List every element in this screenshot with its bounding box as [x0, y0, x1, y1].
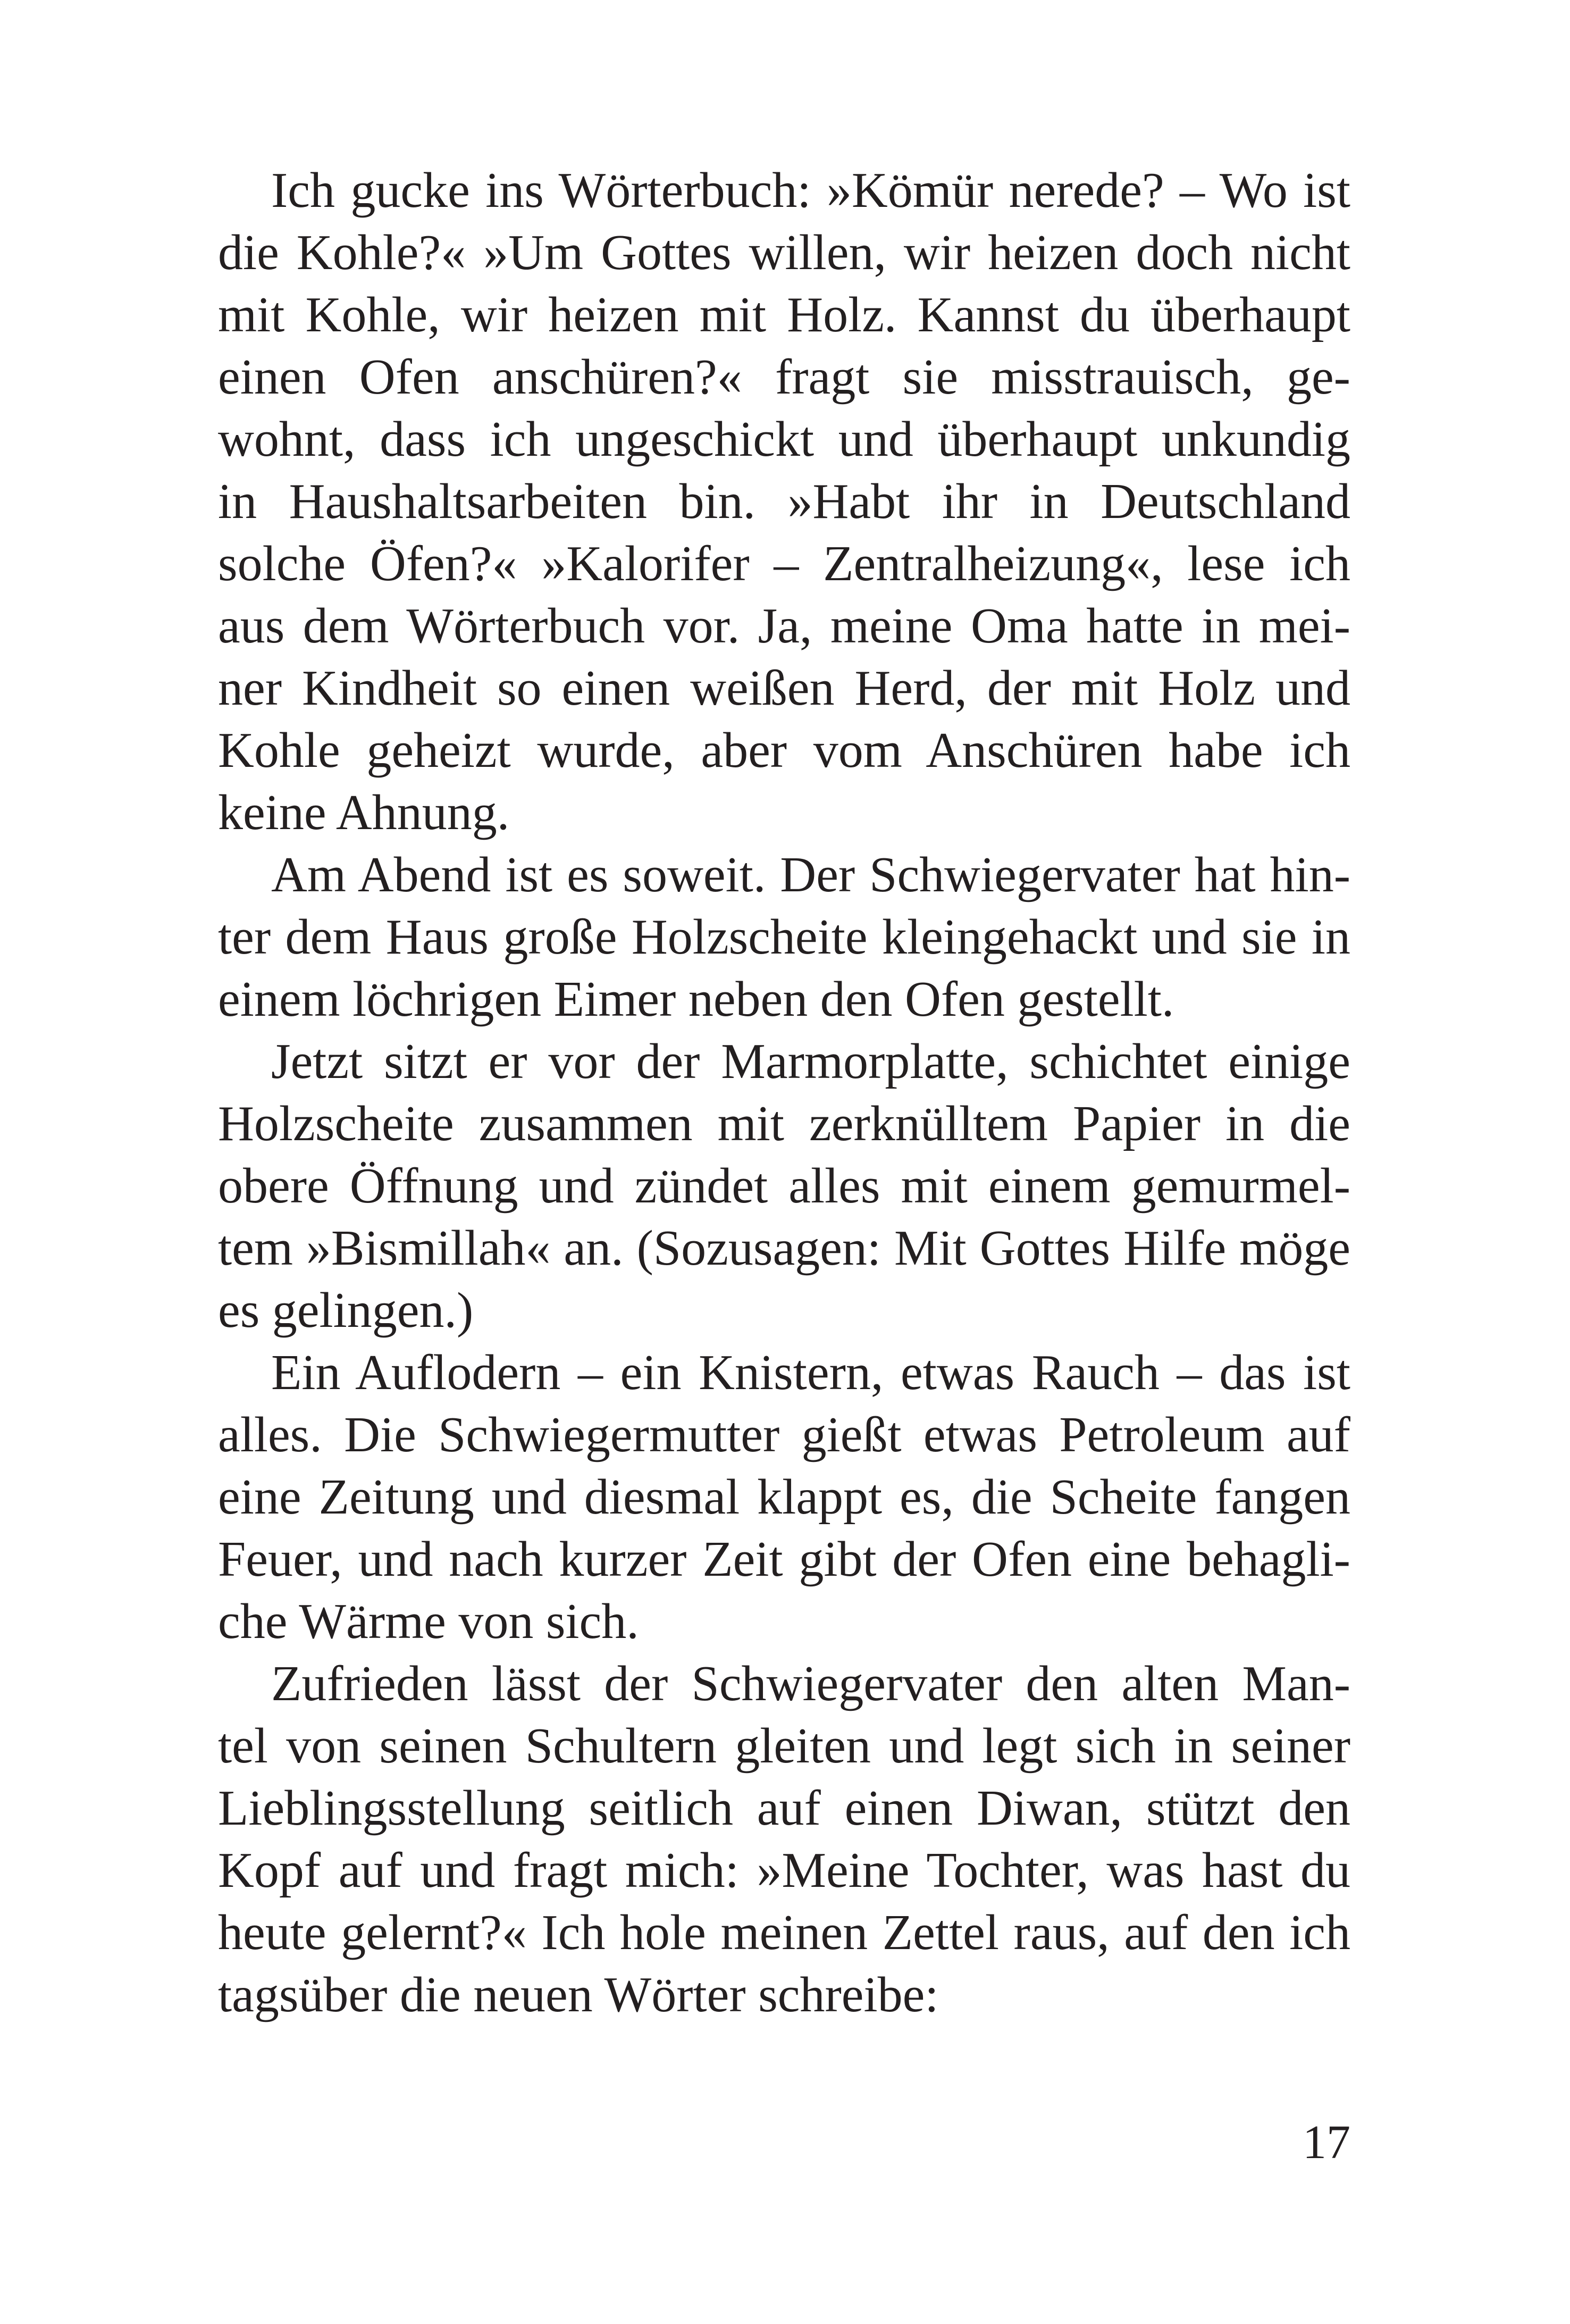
text-line: in Haushaltsarbeiten bin. »Habt ihr in Deutschland	[218, 474, 1350, 529]
text-line: Ein Auflodern – ein Knistern, etwas Rauch – das ist	[271, 1345, 1350, 1400]
text-line: es gelingen.)	[218, 1283, 474, 1338]
text-line: alles. Die Schwiegermutter gießt etwas Petroleum auf	[218, 1407, 1350, 1462]
text-line: obere Öffnung und zündet alles mit einem gemurmel-	[218, 1158, 1350, 1214]
text-line: Ich gucke ins Wörterbuch: »Kömür nerede? – Wo ist	[271, 163, 1350, 218]
text-line: Kopf auf und fragt mich: »Meine Tochter, was hast du	[218, 1843, 1350, 1898]
text-line: Holzscheite zusammen mit zerknülltem Papier in die	[218, 1096, 1350, 1151]
text-line: Jetzt sitzt er vor der Marmorplatte, schichtet einige	[271, 1034, 1350, 1089]
text-line: heute gelernt?« Ich hole meinen Zettel raus, auf den ich	[218, 1905, 1350, 1960]
text-line: Kohle geheizt wurde, aber vom Anschüren habe ich	[218, 723, 1350, 778]
text-line: che Wärme von sich.	[218, 1594, 639, 1649]
text-line: die Kohle?« »Um Gottes willen, wir heizen doch nicht	[218, 225, 1350, 280]
paragraph	[218, 1342, 1350, 1653]
text-line: tagsüber die neuen Wörter schreibe:	[218, 1967, 939, 2022]
text-line: einem löchrigen Eimer neben den Ofen gestellt.	[218, 972, 1174, 1027]
text-line: keine Ahnung.	[218, 785, 510, 840]
text-line: wohnt, dass ich ungeschickt und überhaupt unkundig	[218, 412, 1350, 467]
paragraph	[218, 160, 1350, 844]
text-line: tem »Bismillah« an. (Sozusagen: Mit Gottes Hilfe möge	[218, 1220, 1350, 1276]
page-number: 17	[1303, 2116, 1350, 2169]
paragraph	[218, 844, 1350, 1031]
text-line: ter dem Haus große Holzscheite kleingehackt und sie in	[218, 909, 1350, 965]
text-line: Zufrieden lässt der Schwiegervater den alten Man-	[271, 1656, 1350, 1711]
body-text	[218, 160, 1350, 2026]
text-line: ner Kindheit so einen weißen Herd, der mit Holz und	[218, 661, 1350, 716]
text-line: eine Zeitung und diesmal klappt es, die Scheite fangen	[218, 1469, 1350, 1525]
text-line: mit Kohle, wir heizen mit Holz. Kannst du überhaupt	[218, 287, 1350, 342]
text-line: tel von seinen Schultern gleiten und legt sich in seiner	[218, 1718, 1350, 1774]
text-line: solche Öfen?« »Kalorifer – Zentralheizung«, lese ich	[218, 536, 1350, 591]
text-line: Feuer, und nach kurzer Zeit gibt der Ofen eine behagli-	[218, 1532, 1350, 1587]
text-line: Am Abend ist es soweit. Der Schwiegervater hat hin-	[271, 847, 1350, 902]
paragraph	[218, 1031, 1350, 1342]
text-line: Lieblingsstellung seitlich auf einen Diwan, stützt den	[218, 1780, 1350, 1836]
text-line: einen Ofen anschüren?« fragt sie misstrauisch, ge-	[218, 349, 1350, 405]
paragraph	[218, 1653, 1350, 2026]
text-line: aus dem Wörterbuch vor. Ja, meine Oma hatte in mei-	[218, 598, 1350, 654]
